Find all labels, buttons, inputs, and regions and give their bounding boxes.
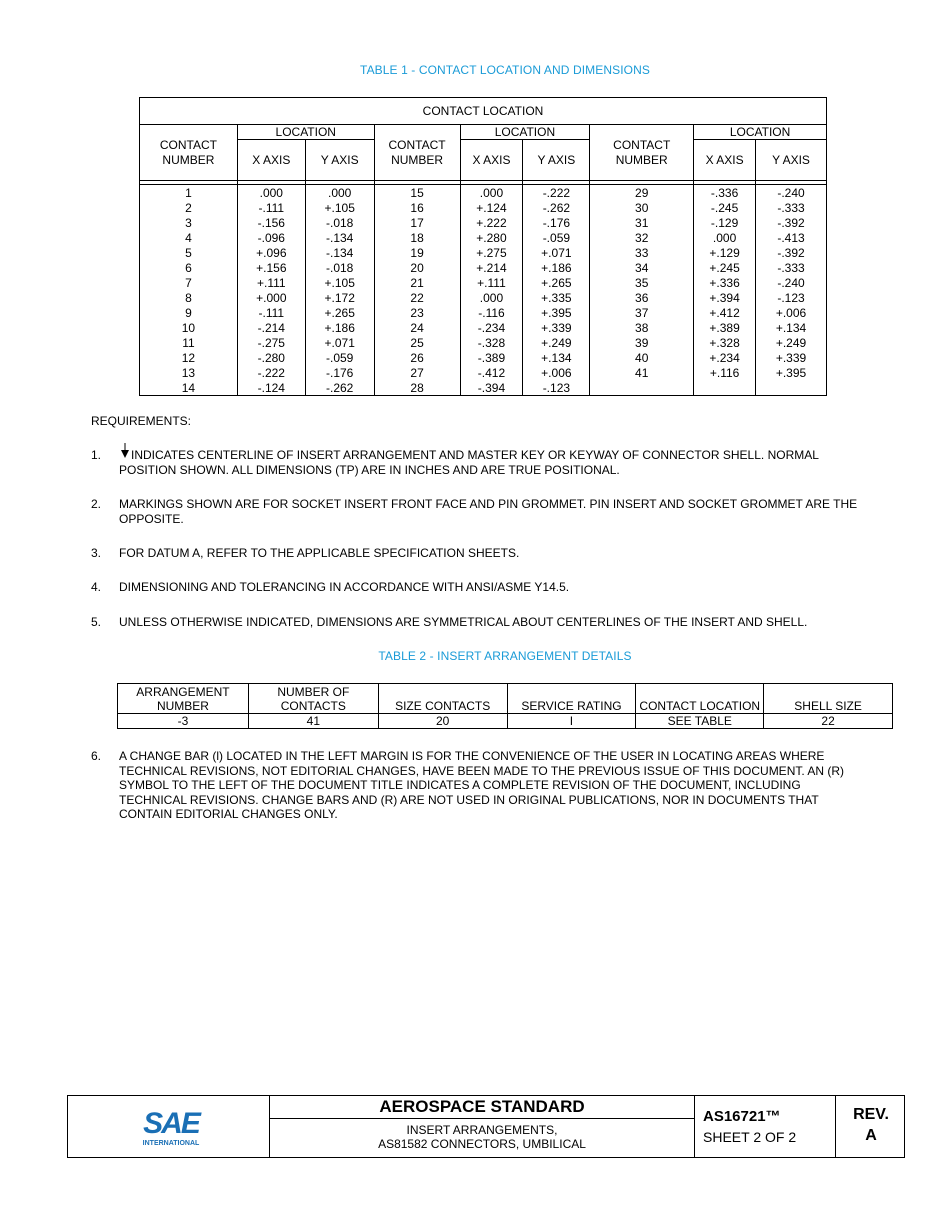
table-cell: 41: [248, 714, 378, 729]
x-axis-header: X AXIS: [460, 140, 523, 181]
requirement-text: FOR DATUM A, REFER TO THE APPLICABLE SPECIFICATION SHEETS.: [119, 546, 520, 560]
document-title: INSERT ARRANGEMENTS, AS81582 CONNECTORS, UMBILICAL: [378, 1123, 586, 1151]
table-cell: 23: [374, 305, 460, 320]
table-cell: I: [507, 714, 636, 729]
standard-label: AEROSPACE STANDARD: [270, 1096, 694, 1119]
table-cell: 19: [374, 245, 460, 260]
table-cell: +.395: [756, 365, 827, 380]
table-cell: [590, 380, 694, 396]
table-cell: -.124: [237, 380, 305, 396]
table-cell: [756, 380, 827, 396]
table-cell: 22: [374, 290, 460, 305]
contact-location-header: CONTACT LOCATION: [140, 98, 827, 125]
table-cell: +.394: [694, 290, 756, 305]
table-cell: -.240: [756, 185, 827, 201]
table-cell: -.018: [305, 215, 374, 230]
table-cell: +.006: [523, 365, 590, 380]
table-cell: +.265: [305, 305, 374, 320]
table-row: [140, 185, 827, 201]
table-cell: 29: [590, 185, 694, 201]
table-cell: -.240: [756, 275, 827, 290]
logo-cell: [68, 1096, 270, 1157]
table-cell: 1: [140, 185, 238, 201]
table-cell: -.222: [523, 185, 590, 201]
location-header: LOCATION: [460, 125, 590, 140]
table-cell: 31: [590, 215, 694, 230]
arrangement-number-header: ARRANGEMENT NUMBER: [118, 684, 249, 714]
table-cell: +.339: [756, 350, 827, 365]
table-cell: 27: [374, 365, 460, 380]
table-cell: 37: [590, 305, 694, 320]
table-cell: 7: [140, 275, 238, 290]
table-cell: +.389: [694, 320, 756, 335]
table-cell: -.059: [523, 230, 590, 245]
shell-size-header: SHELL SIZE: [764, 684, 893, 714]
title-cell: [270, 1096, 695, 1157]
location-header: LOCATION: [694, 125, 827, 140]
table-cell: +.412: [694, 305, 756, 320]
svg-text:INTERNATIONAL: INTERNATIONAL: [142, 1140, 200, 1147]
table-cell: -.234: [460, 320, 523, 335]
requirement-text: A CHANGE BAR (l) LOCATED IN THE LEFT MARGIN IS FOR THE CONVENIENCE OF THE USER IN LOCATING AREAS WHERE TECHNICAL REVISIONS, NOT EDITORIAL CHANGES, HAVE BEEN MADE TO THE PREVIOUS ISSUE OF THIS DOCUMENT. AN (R) SYMBOL TO THE LEFT OF THE DOCUMENT TITLE INDICATES A COMPLETE REVISION OF THE DOCUMENT, INCLUDING TECHNICAL REVISIONS. CHANGE BARS AND (R) ARE NOT USED IN ORIGINAL PUBLICATIONS, NOR IN DOCUMENTS THAT CONTAIN EDITORIAL CHANGES ONLY.: [119, 749, 845, 821]
table-cell: -.280: [237, 350, 305, 365]
table-cell: 2: [140, 200, 238, 215]
table-cell: -.245: [694, 200, 756, 215]
requirement-number: 3.: [91, 546, 102, 560]
table-cell: 14: [140, 380, 238, 396]
table-cell: +.275: [460, 245, 523, 260]
contact-number-header: CONTACT NUMBER: [374, 125, 460, 181]
table-cell: 26: [374, 350, 460, 365]
table-cell: +.214: [460, 260, 523, 275]
requirement-text: DIMENSIONING AND TOLERANCING IN ACCORDANCE WITH ANSI/ASME Y14.5.: [119, 580, 570, 594]
table-cell: .000: [460, 185, 523, 201]
table-cell: -.412: [460, 365, 523, 380]
requirements-title: REQUIREMENTS:: [91, 414, 192, 428]
table-cell: +.156: [237, 260, 305, 275]
table-cell: 20: [374, 260, 460, 275]
table-cell: -.389: [460, 350, 523, 365]
table-cell: -.222: [237, 365, 305, 380]
table-cell: 18: [374, 230, 460, 245]
table-cell: 13: [140, 365, 238, 380]
requirement-text: MARKINGS SHOWN ARE FOR SOCKET INSERT FRONT FACE AND PIN GROMMET. PIN INSERT AND SOCKET GROMMET ARE THE OPPOSITE.: [119, 497, 858, 526]
table-cell: +.071: [305, 335, 374, 350]
table-cell: 20: [378, 714, 507, 729]
centerline-arrow-icon: [119, 448, 131, 462]
table-cell: +.249: [756, 335, 827, 350]
y-axis-header: Y AXIS: [523, 140, 590, 181]
table-cell: .000: [460, 290, 523, 305]
table-cell: -.176: [523, 215, 590, 230]
table-cell: 33: [590, 245, 694, 260]
table-cell: -.111: [237, 305, 305, 320]
table-row: [140, 335, 827, 350]
service-rating-header: SERVICE RATING: [507, 684, 636, 714]
table-cell: 41: [590, 365, 694, 380]
table-cell: 39: [590, 335, 694, 350]
table-row: [140, 245, 827, 260]
table-row: [140, 215, 827, 230]
table-cell: -.262: [523, 200, 590, 215]
contact-location-header: CONTACT LOCATION: [636, 684, 764, 714]
table-row: [140, 275, 827, 290]
size-contacts-header: SIZE CONTACTS: [378, 684, 507, 714]
table-cell: +.186: [305, 320, 374, 335]
svg-text:SAE: SAE: [143, 1107, 199, 1140]
table-cell: +.339: [523, 320, 590, 335]
table-cell: +.335: [523, 290, 590, 305]
table-cell: +.222: [460, 215, 523, 230]
table-cell: -.059: [305, 350, 374, 365]
table-cell: +.328: [694, 335, 756, 350]
table-cell: 22: [764, 714, 893, 729]
table-cell: +.234: [694, 350, 756, 365]
table-cell: 38: [590, 320, 694, 335]
table-cell: -.275: [237, 335, 305, 350]
table-cell: 9: [140, 305, 238, 320]
table-cell: +.134: [756, 320, 827, 335]
number-of-contacts-header: NUMBER OF CONTACTS: [248, 684, 378, 714]
table-cell: 17: [374, 215, 460, 230]
table-cell: SEE TABLE: [636, 714, 764, 729]
table-cell: -.328: [460, 335, 523, 350]
table-cell: +.105: [305, 200, 374, 215]
table-cell: 6: [140, 260, 238, 275]
table-row: [140, 260, 827, 275]
table-cell: -.176: [305, 365, 374, 380]
table-cell: -.123: [756, 290, 827, 305]
table2-caption: TABLE 2 - INSERT ARRANGEMENT DETAILS: [378, 649, 632, 663]
table-cell: .000: [694, 230, 756, 245]
table-cell: 40: [590, 350, 694, 365]
table-cell: 36: [590, 290, 694, 305]
table-cell: -.134: [305, 245, 374, 260]
y-axis-header: Y AXIS: [305, 140, 374, 181]
table-row: [140, 305, 827, 320]
table-cell: 24: [374, 320, 460, 335]
table-cell: -.096: [237, 230, 305, 245]
table-cell: +.134: [523, 350, 590, 365]
y-axis-header: Y AXIS: [756, 140, 827, 181]
sheet-number: SHEET 2 OF 2: [703, 1129, 797, 1145]
table-cell: 28: [374, 380, 460, 396]
table-cell: -.129: [694, 215, 756, 230]
table-cell: +.105: [305, 275, 374, 290]
requirement-number: 4.: [91, 580, 102, 594]
table-cell: 8: [140, 290, 238, 305]
table-row: [140, 290, 827, 305]
table-cell: 32: [590, 230, 694, 245]
table-cell: 35: [590, 275, 694, 290]
table-row: [140, 365, 827, 380]
requirement-text: INDICATES CENTERLINE OF INSERT ARRANGEMENT AND MASTER KEY OR KEYWAY OF CONNECTOR SHELL. NORMAL POSITION SHOWN. ALL DIMENSIONS (TP) ARE IN INCHES AND ARE TRUE POSITIONAL.: [119, 448, 819, 477]
table-cell: +.336: [694, 275, 756, 290]
table-cell: -.333: [756, 200, 827, 215]
table-cell: .000: [305, 185, 374, 201]
table-cell: -.111: [237, 200, 305, 215]
requirement-number: 5.: [91, 615, 102, 629]
revision-cell: [836, 1096, 906, 1157]
requirement-number: 1.: [91, 448, 102, 462]
table-cell: 12: [140, 350, 238, 365]
table-cell: -.156: [237, 215, 305, 230]
table-cell: 25: [374, 335, 460, 350]
table-cell: -.134: [305, 230, 374, 245]
table-cell: -.333: [756, 260, 827, 275]
revision-label: REV.: [853, 1106, 889, 1123]
insert-arrangement-table: [117, 683, 893, 729]
table-cell: -.018: [305, 260, 374, 275]
x-axis-header: X AXIS: [237, 140, 305, 181]
table1-caption: TABLE 1 - CONTACT LOCATION AND DIMENSIONS: [360, 63, 650, 77]
table-cell: +.111: [237, 275, 305, 290]
document-number-cell: [695, 1096, 836, 1157]
table-cell: -.262: [305, 380, 374, 396]
table-cell: +.249: [523, 335, 590, 350]
table-cell: +.172: [305, 290, 374, 305]
table-cell: +.096: [237, 245, 305, 260]
table-cell: 16: [374, 200, 460, 215]
table-cell: 10: [140, 320, 238, 335]
table-cell: +.245: [694, 260, 756, 275]
table-cell: +.071: [523, 245, 590, 260]
table-cell: +.265: [523, 275, 590, 290]
table-cell: [694, 380, 756, 396]
table-row: [140, 320, 827, 335]
table-cell: +.000: [237, 290, 305, 305]
x-axis-header: X AXIS: [694, 140, 756, 181]
table-row: [118, 714, 893, 729]
table-cell: +.124: [460, 200, 523, 215]
table-cell: -3: [118, 714, 249, 729]
table-cell: -.123: [523, 380, 590, 396]
table-cell: 21: [374, 275, 460, 290]
table-row: [140, 350, 827, 365]
table-cell: +.006: [756, 305, 827, 320]
table-cell: -.394: [460, 380, 523, 396]
table-cell: 34: [590, 260, 694, 275]
table-cell: +.280: [460, 230, 523, 245]
title-block: [67, 1095, 905, 1158]
table-cell: 30: [590, 200, 694, 215]
location-header: LOCATION: [237, 125, 374, 140]
table-cell: +.186: [523, 260, 590, 275]
table-row: [140, 380, 827, 396]
revision-value: A: [865, 1127, 877, 1144]
table-cell: -.214: [237, 320, 305, 335]
table-cell: -.413: [756, 230, 827, 245]
table-cell: -.116: [460, 305, 523, 320]
table-cell: +.116: [694, 365, 756, 380]
table-cell: 15: [374, 185, 460, 201]
contact-number-header: CONTACT NUMBER: [140, 125, 238, 181]
requirement-number: 6.: [91, 749, 102, 763]
contact-number-header: CONTACT NUMBER: [590, 125, 694, 181]
table-row: [140, 230, 827, 245]
table-cell: +.129: [694, 245, 756, 260]
table-cell: 5: [140, 245, 238, 260]
table-cell: .000: [237, 185, 305, 201]
table-cell: 4: [140, 230, 238, 245]
table-cell: 11: [140, 335, 238, 350]
table-cell: -.392: [756, 215, 827, 230]
requirement-text: UNLESS OTHERWISE INDICATED, DIMENSIONS ARE SYMMETRICAL ABOUT CENTERLINES OF THE INSERT AND SHELL.: [119, 615, 808, 629]
table-cell: 3: [140, 215, 238, 230]
table-cell: +.395: [523, 305, 590, 320]
document-number: AS16721™: [703, 1108, 781, 1125]
table-row: [140, 200, 827, 215]
table-cell: -.336: [694, 185, 756, 201]
sae-logo: [137, 1106, 207, 1148]
table-cell: -.392: [756, 245, 827, 260]
contact-location-table: [139, 97, 827, 396]
requirement-number: 2.: [91, 497, 102, 511]
table-cell: +.111: [460, 275, 523, 290]
